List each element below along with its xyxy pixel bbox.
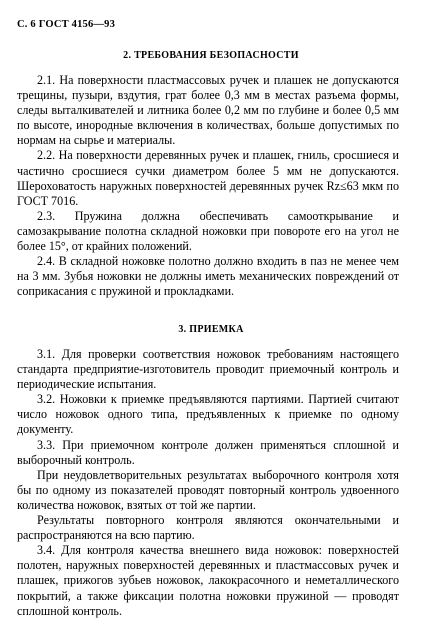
section-3-body bbox=[17, 347, 399, 619]
section-2-body bbox=[17, 73, 399, 299]
section-2-title: 2. ТРЕБОВАНИЯ БЕЗОПАСНОСТИ bbox=[123, 50, 299, 61]
paragraph-2-4: 2.4. В складной ножовке полотно должно входить в паз не менее чем на 3 мм. Зубья ножовки не должны иметь механических повреждений от соприкасания с пружиной и прокладками. bbox=[17, 254, 399, 299]
section-3-title: 3. ПРИЕМКА bbox=[178, 324, 244, 335]
paragraph-3-2: 3.2. Ножовки к приемке предъявляются партиями. Партией считают число ножовок одного типа, предъявленных к приемке по одному документу. bbox=[17, 392, 399, 437]
paragraph-2-1: 2.1. На поверхности пластмассовых ручек и плашек не допускаются трещины, пузыри, вздутия, грат более 0,3 мм в местах разъема формы, следы выталкивателей и литника более 0,2 мм по глубине и более 0,5 мм по высоте, инородные включения в количествах, больше допустимых по нормам на сырье и материалы. bbox=[17, 73, 399, 148]
paragraph-3-3-result: Результаты повторного контроля являются окончательными и распространяются на всю партию. bbox=[17, 513, 399, 543]
paragraph-2-3: 2.3. Пружина должна обеспечивать самооткрывание и самозакрывание полотна складной ножовки при повороте его на угол не более 15°, от крайних положений. bbox=[17, 208, 399, 254]
paragraph-3-4: 3.4. Для контроля качества внешнего вида ножовок: поверхностей полотен, наружных поверхностей деревянных и пластмассовых ручек и плашек, прижогов зубьев ножовок, лакокрасочного и неметаллического покрытий, а также фиксации полотна ножовки пружиной — проводят сплошной контроль. bbox=[17, 543, 399, 618]
paragraph-3-3: 3.3. При приемочном контроле должен применяться сплошной и выборочный контроль. bbox=[17, 437, 399, 467]
paragraph-3-1: 3.1. Для проверки соответствия ножовок требованиям настоящего стандарта предприятие-изготовитель проводит приемочный контроль и периодические испытания. bbox=[17, 347, 399, 392]
paragraph-2-2: 2.2. На поверхности деревянных ручек и плашек, гниль, сросшиеся и частично сросшиеся сучки диаметром более 5 мм не допускаются. Шероховатость наружных поверхностей деревянных ручек Rz≤63 мкм по ГОСТ 7016. bbox=[17, 148, 399, 208]
page-header: С. 6 ГОСТ 4156—93 bbox=[17, 19, 116, 30]
paragraph-3-3-repeat: При неудовлетворительных результатах выборочного контроля хотя бы по одному из показателей проводят повторный контроль удвоенного количества ножовок, взятых от той же партии. bbox=[17, 467, 399, 512]
